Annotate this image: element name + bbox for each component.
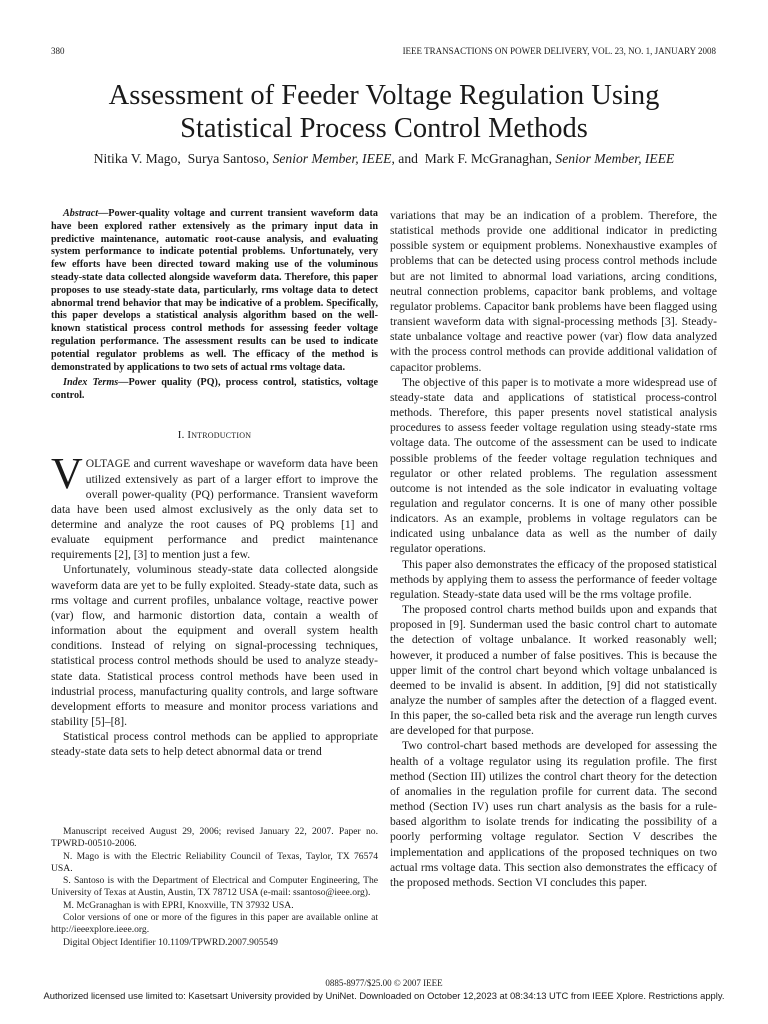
index-terms-label: Index Terms	[63, 377, 119, 389]
section-number: I.	[177, 428, 185, 441]
intro-paragraph-1	[51, 449, 378, 562]
footnote-received: Manuscript received August 29, 2006; revised January 22, 2007. Paper no. TPWRD-00510-2006.	[51, 826, 378, 850]
footnote-mcgranaghan: M. McGranaghan is with EPRI, Knoxville, TN 37932 USA.	[63, 899, 294, 911]
author-and: , and	[391, 151, 418, 166]
left-column	[51, 208, 378, 759]
page-number: 380	[51, 46, 65, 56]
intro-paragraph-2: Unfortunately, voluminous steady-state data collected alongside waveform data are yet to be fully exploited. Steady-state data, such as rms voltage and current profiles, unbalance voltage, reactive power (var) flow, and harmonic distortion data, contain a wealth of information about the equipment and overall system health conditions. Instead of relying on signal-processing techniques, statistical process control methods should be used to analyze steady-state data. Statistical process control methods have been used in industrial process, manufacturing quality controls, and large software development efforts to measure and monitor process variations and stability [5]–[8].	[51, 563, 378, 729]
license-line: Authorized licensed use limited to: Kasetsart University provided by UniNet. Downloaded on October 12,2023 at 08:34:13 UTC from IEEE Xplore. Restrictions apply.	[43, 990, 725, 1001]
author-1: Nitika V. Mago,	[93, 151, 181, 166]
intro-paragraph-1-text: OLTAGE and current waveshape or waveform data have been utilized extensively as part of a larger effort to improve the overall power-quality (PQ) performance. Transient waveform data have been used almost exclusively as the only data set to determine and analyze the root causes of PQ problems [1] and evaluate equipment performance and predict maintenance requirements [2], [3] to mention just a few.	[51, 457, 378, 562]
author-2-role: Senior Member, IEEE	[272, 151, 392, 166]
abstract-text: —Power-quality voltage and current transient waveform data have been explored rather extensively as the primary input data in predictive maintenance, automatic root-cause analysis, and evaluating system performance to indicate potential problems. Unfortunately, very few efforts have been directed toward making use of the voluminous steady-state data collected alongside waveform data. Therefore, this paper proposes to use steady-state data, particularly, rms voltage data to detect abnormal trend behavior that may be indicative of a problem. Specifically, this paper develops a statistical analysis algorithm based on the well-known statistical process control methods for assessing feeder voltage regulation performance. The assessment results can be used to indicate potential regulator problems as well. The efficacy of the method is demonstrated by applications to two sets of actual rms voltage data.	[51, 208, 378, 373]
footnote-color: Color versions of one or more of the figures in this paper are available online at http://ieeexplore.ieee.org.	[51, 912, 378, 936]
footnote-santoso: S. Santoso is with the Department of Electrical and Computer Engineering, The University of Texas at Austin, Austin, TX 78712 USA (e-mail: ssantoso@ieee.org).	[51, 875, 378, 899]
footnote-doi: Digital Object Identifier 10.1109/TPWRD.2007.905549	[63, 936, 278, 948]
copyright-line: 0885-8977/$25.00 © 2007 IEEE	[325, 978, 443, 988]
intro-paragraph-3: Statistical process control methods can be applied to appropriate steady-state data sets to help detect abnormal data or trend	[51, 730, 378, 759]
title-line-1: Assessment of Feeder Voltage Regulation Using	[108, 80, 660, 111]
right-paragraph-methods: Two control-chart based methods are developed for assessing the health of a voltage regulator using its regulation profile. The first method (Section III) utilizes the control chart theory for the detection of anomalies in the regulation profile for current data. The second method (Section IV) uses run chart analysis as the basis for a rule-based algorithm to isolate trends for indicating the possibility of a poorly performing voltage regulator. Section V describes the implementation and applications of the proposed techniques on two actual rms voltage data. This section also demonstrates the efficacy of the proposed methods. Section VI concludes this paper.	[390, 739, 717, 889]
running-header: IEEE TRANSACTIONS ON POWER DELIVERY, VOL. 23, NO. 1, JANUARY 2008	[402, 46, 716, 56]
author-3-role: Senior Member, IEEE	[555, 151, 675, 166]
abstract	[51, 208, 378, 374]
author-list	[0, 151, 768, 167]
right-column	[390, 208, 717, 890]
section-heading	[51, 429, 378, 442]
right-paragraph-efficacy: This paper also demonstrates the efficacy of the proposed statistical methods by applying them to assess the performance of feeder voltage regulation. Steady-state data used will be the rms voltage profile.	[390, 557, 717, 601]
right-paragraph-control-charts: The proposed control charts method builds upon and expands that proposed in [9]. Sunderman used the basic control chart to automate the detection of voltage unbalance. It worked reasonably well; however, it produced a number of false positives. This is because the upper limit of the control chart beyond which voltage unbalanced is deemed to be invalid is absent. In addition, [9] did not statistically analyze the number of samples after the detection of a flagged event. In this paper, the so-called beta risk and the average run length curves are developed for that purpose.	[390, 603, 717, 738]
author-2: Surya Santoso,	[187, 151, 270, 166]
index-terms-text: —Power quality (PQ), process control, statistics, voltage control.	[51, 377, 378, 402]
drop-cap: V	[51, 449, 83, 499]
footnote-mago: N. Mago is with the Electric Reliability Council of Texas, Taylor, TX 76574 USA.	[51, 850, 378, 874]
title-line-2: Statistical Process Control Methods	[180, 113, 588, 144]
author-3: Mark F. McGranaghan,	[424, 151, 552, 166]
paper-title	[0, 79, 768, 145]
abstract-label: Abstract	[63, 208, 99, 219]
section-title: Introduction	[187, 428, 252, 441]
right-paragraph-objective: The objective of this paper is to motivate a more widespread use of steady-state data and applications of statistical process-control methods. Therefore, this paper presents novel statistical analysis procedures to assess feeder voltage regulation using steady-state rms voltage data. The outcome of the assessment can be used to indicate possible problems of the feeder voltage regulation techniques and regulator or other related problems. The regulation assessment outcome is not intended as the sole indicator in evaluating voltage regulation and regulator concerns. It is one of many other possible indicators. As an example, problems in voltage regulators can be indicated using unbalance data as well as the number of daily regulator operations.	[390, 375, 717, 556]
right-paragraph-continued: variations that may be an indication of a problem. Therefore, the statistical methods provide one additional indicator in predicting possible system or equipment problems. Nonexhaustive examples of problems that can be detected using process control methods include but are not limited to abnormal load variations, arcing conditions, neutral connection problems, capacitor bank problems, and voltage regulator problems. Capacitor bank problems have been flagged using transient waveform data with signal-processing methods [3]. Steady-state unbalance voltage and reactive power (var) flow data analyzed with the process control methods can provide additional validation of capacitor problems.	[390, 209, 717, 374]
index-terms	[51, 377, 378, 403]
footnotes	[51, 826, 378, 949]
